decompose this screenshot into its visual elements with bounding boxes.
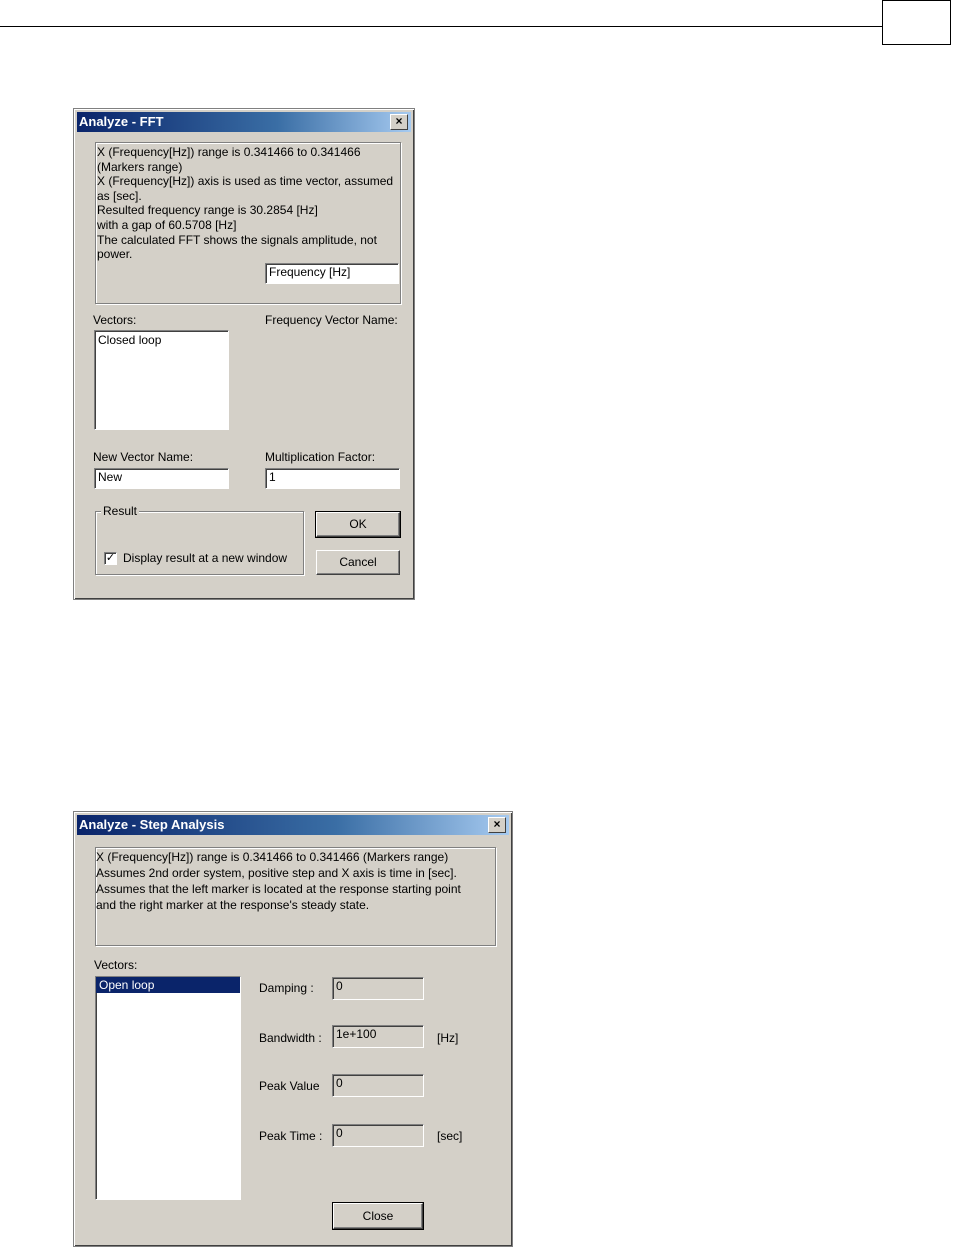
fft-vectors-listbox[interactable] [94, 330, 229, 430]
peak-time-unit: [sec] [437, 1129, 463, 1143]
new-vector-name-label: New Vector Name: [93, 450, 194, 464]
new-vector-name-input[interactable]: New [94, 468, 229, 489]
multiplication-factor-input[interactable]: 1 [265, 468, 400, 489]
fft-dialog [73, 108, 415, 600]
peak-value-field: 0 [332, 1074, 424, 1097]
page-header-rule [0, 26, 882, 27]
close-icon[interactable]: × [488, 817, 506, 833]
list-item[interactable]: Open loop [96, 977, 240, 993]
fft-info-text: X (Frequency[Hz]) range is 0.341466 to 0.341466 (Markers range) X (Frequency[Hz]) axis is used as time vector, assumed as [sec]. Resulted frequency range is 30.2854 [Hz] with a gap of 60.5708 [Hz] The calculated FFT shows the signals amplitude, not power. [97, 145, 394, 262]
list-item[interactable]: Closed loop [98, 333, 162, 347]
fft-dialog-titlebar[interactable] [77, 112, 411, 132]
bandwidth-label: Bandwidth : [259, 1031, 322, 1045]
damping-label: Damping : [259, 981, 314, 995]
frequency-vector-name-input[interactable]: Frequency [Hz] [265, 263, 399, 284]
display-result-label: Display result at a new window [123, 551, 288, 565]
close-icon[interactable]: × [390, 114, 408, 130]
peak-value-label: Peak Value [259, 1079, 320, 1093]
bandwidth-unit: [Hz] [437, 1031, 459, 1045]
page-number-box [882, 0, 951, 45]
vectors-label: Vectors: [94, 958, 138, 972]
bandwidth-field: 1e+100 [332, 1025, 424, 1048]
cancel-button[interactable]: Cancel [316, 550, 400, 575]
step-info-text: X (Frequency[Hz]) range is 0.341466 to 0.341466 (Markers range) Assumes 2nd order system, positive step and X axis is time in [sec]. Assumes that the left marker is located at the response starting point and the right marker at the response's steady state. [96, 850, 461, 912]
vectors-label: Vectors: [93, 313, 137, 327]
step-dialog-titlebar[interactable] [77, 815, 509, 835]
close-button[interactable]: Close [333, 1203, 423, 1229]
step-analysis-dialog [73, 811, 513, 1247]
step-vectors-listbox[interactable] [95, 976, 241, 1200]
multiplication-factor-label: Multiplication Factor: [265, 450, 376, 464]
fft-dialog-title: Analyze - FFT [79, 114, 164, 129]
ok-button[interactable]: OK [316, 512, 400, 537]
result-group-label: Result [103, 504, 138, 518]
damping-field: 0 [332, 977, 424, 1000]
peak-time-field: 0 [332, 1124, 424, 1147]
result-group [95, 511, 304, 575]
frequency-vector-name-label: Frequency Vector Name: [265, 313, 398, 327]
step-dialog-title: Analyze - Step Analysis [79, 817, 225, 832]
peak-time-label: Peak Time : [259, 1129, 323, 1143]
display-result-checkbox[interactable]: ✓ [105, 552, 116, 564]
